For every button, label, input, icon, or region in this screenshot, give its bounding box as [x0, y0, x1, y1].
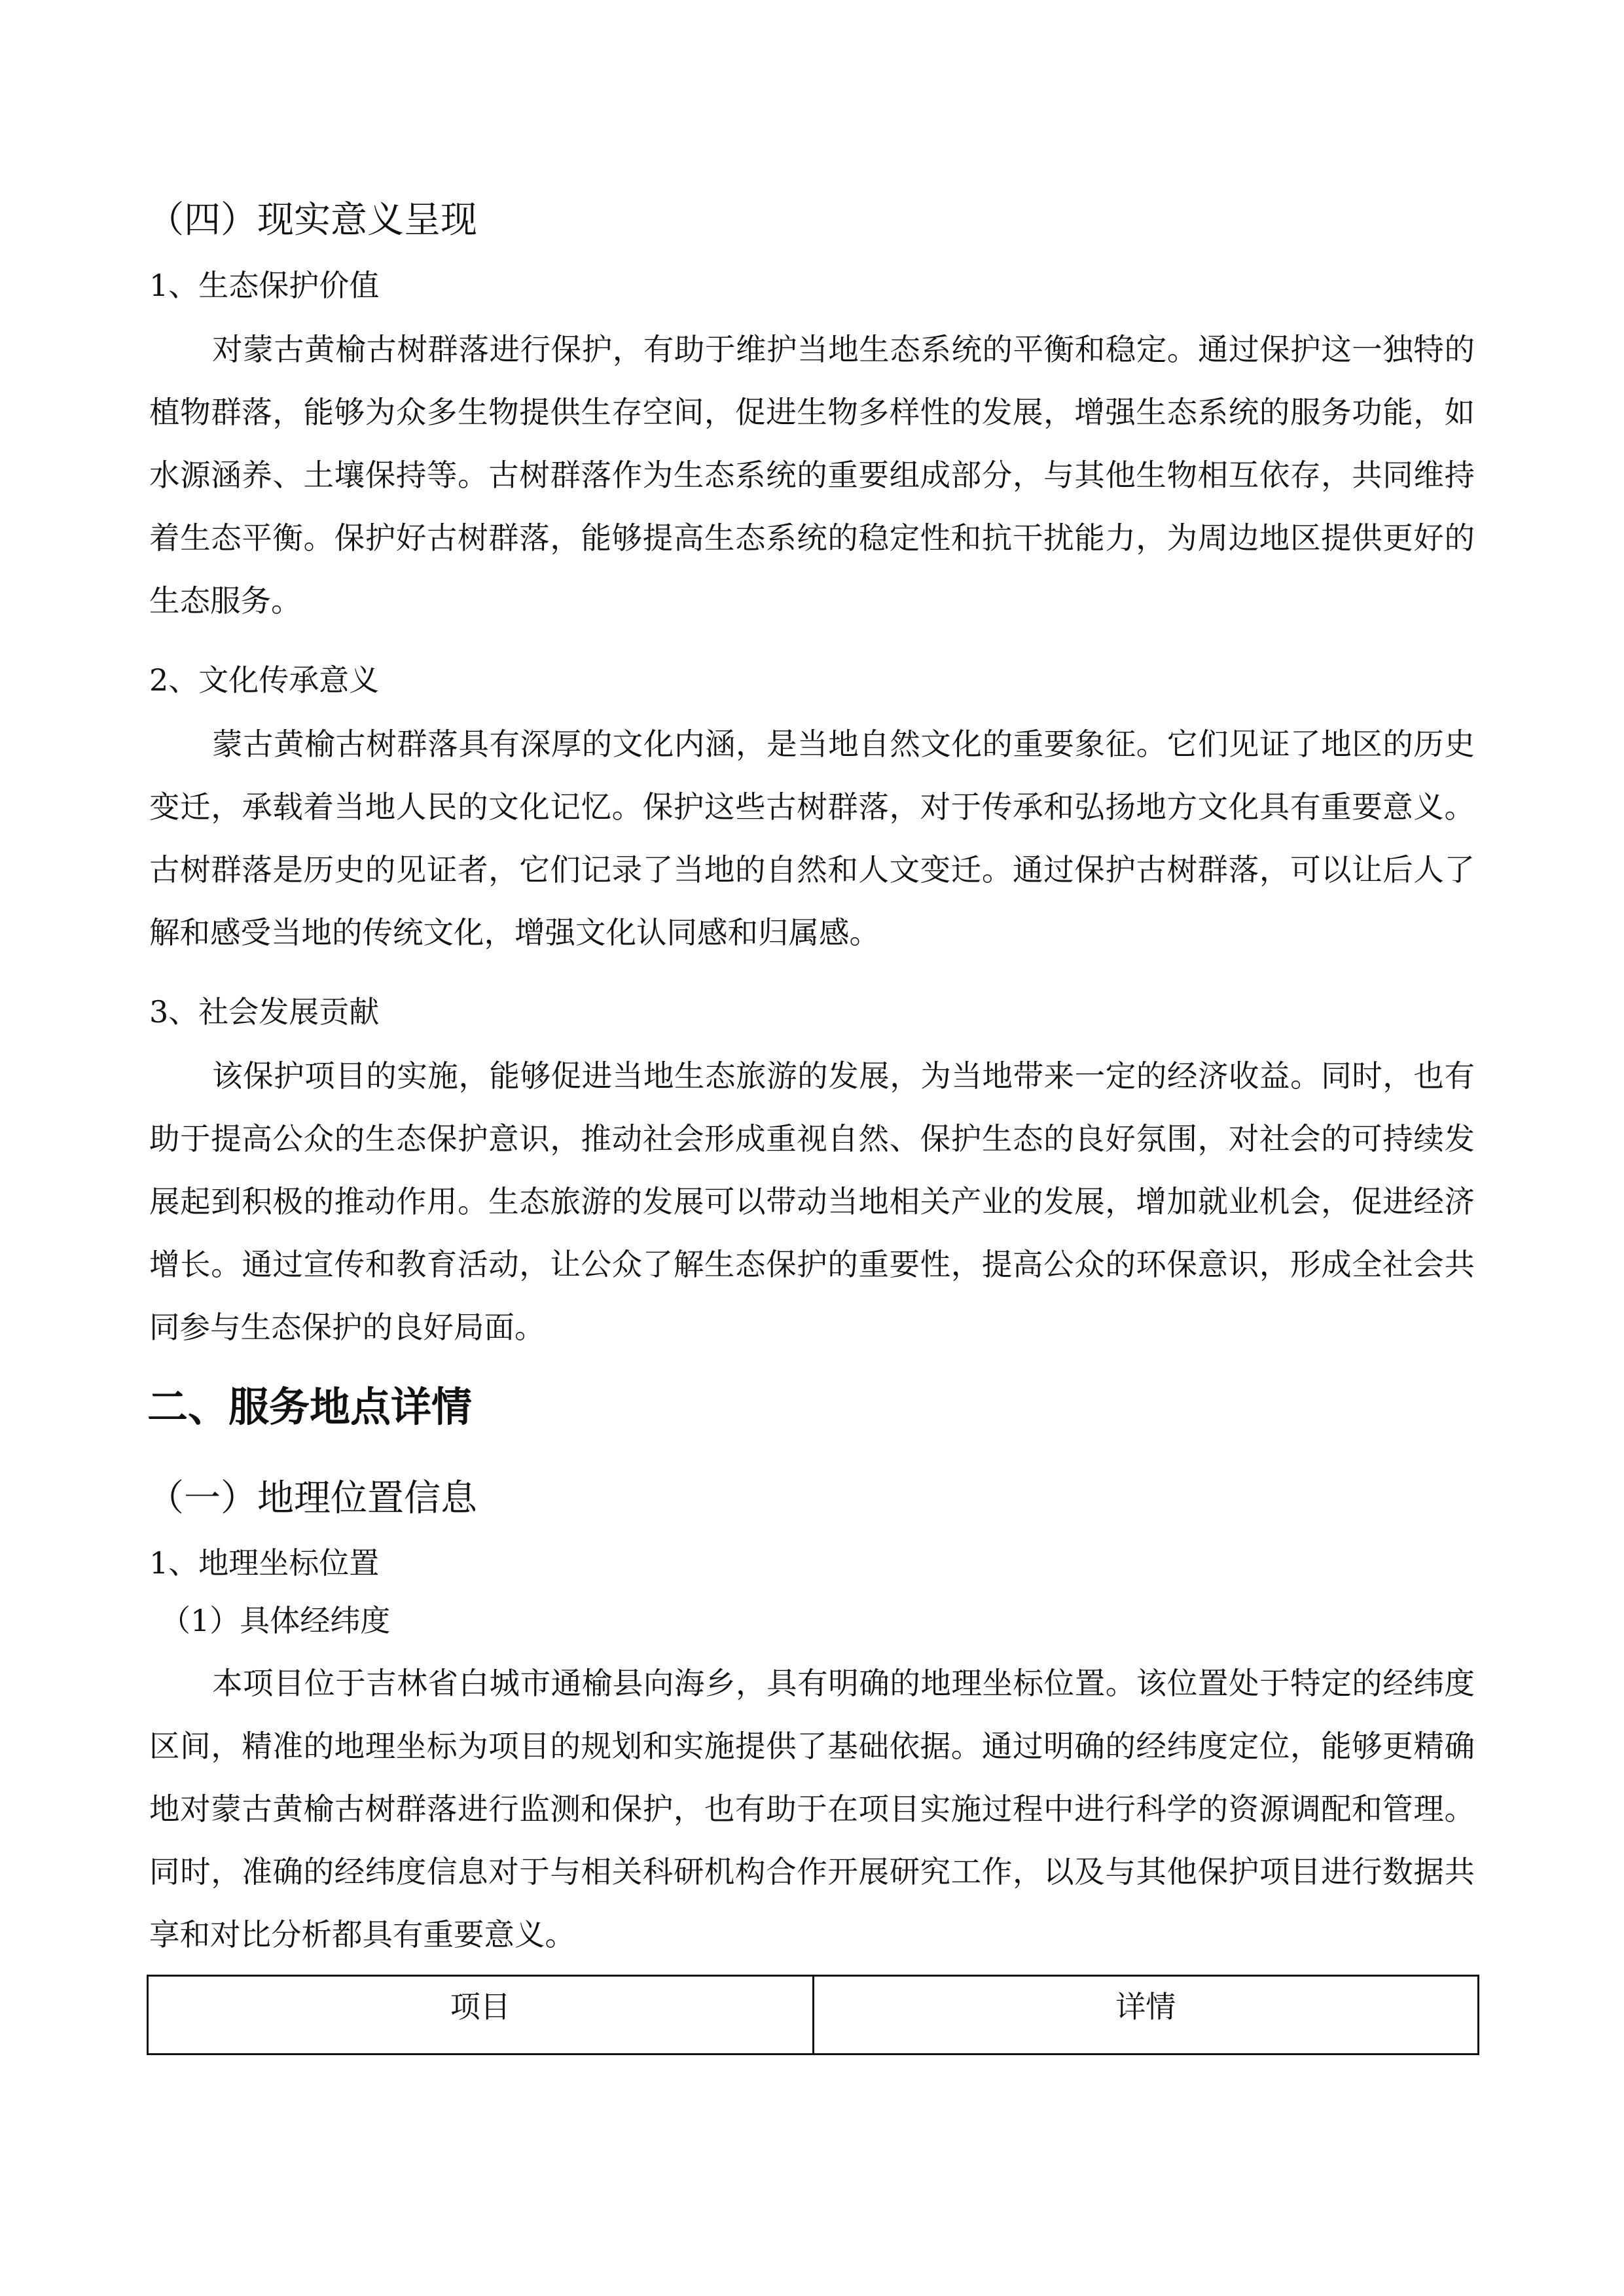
section-heading-geo-location: （一）地理位置信息: [147, 1477, 477, 1520]
table-header-item: 项目: [148, 1976, 814, 2054]
paragraph-ecological-value: 对蒙古黄榆古树群落进行保护，有助于维护当地生态系统的平衡和稳定。通过保护这一独特的植物群落，能够为众多生物提供生存空间，促进生物多样性的发展，增强生态系统的服务功能，如水源涵养、土壤保持等。古树群落作为生态系统的重要组成部分，与其他生物相互依存，共同维持着生态平衡。保护好古树群落，能够提高生态系统的稳定性和抗干扰能力，为周边地区提供更好的生态服务。: [149, 332, 1475, 619]
paragraph-cultural-heritage: 蒙古黄榆古树群落具有深厚的文化内涵，是当地自然文化的重要象征。它们见证了地区的历史变迁，承载着当地人民的文化记忆。保护这些古树群落，对于传承和弘扬地方文化具有重要意义。古树群落是历史的见证者，它们记录了当地的自然和人文变迁。通过保护古树群落，可以让后人了解和感受当地的传统文化，增强文化认同感和归属感。: [149, 726, 1475, 950]
info-table: [147, 1975, 1479, 2055]
subheading-geo-coordinates: 1、地理坐标位置: [149, 1545, 380, 1581]
subheading-cultural-heritage: 2、文化传承意义: [149, 662, 380, 698]
section-heading-reality-significance: （四）现实意义呈现: [147, 199, 477, 242]
table-header-row: [148, 1976, 1479, 2054]
paragraph-lat-long: 本项目位于吉林省白城市通榆县向海乡，具有明确的地理坐标位置。该位置处于特定的经纬度区间，精准的地理坐标为项目的规划和实施提供了基础依据。通过明确的经纬度定位，能够更精确地对蒙古黄榆古树群落进行监测和保护，也有助于在项目实施过程中进行科学的资源调配和管理。同时，准确的经纬度信息对于与相关科研机构合作开展研究工作，以及与其他保护项目进行数据共享和对比分析都具有重要意义。: [149, 1666, 1475, 1952]
table-header-detail: 详情: [813, 1976, 1479, 2054]
subheading-ecological-value: 1、生态保护价值: [149, 268, 380, 303]
chapter-heading-service-location: 二、服务地点详情: [147, 1383, 473, 1431]
subheading-social-contribution: 3、社会发展贡献: [149, 994, 380, 1030]
paragraph-social-contribution: 该保护项目的实施，能够促进当地生态旅游的发展，为当地带来一定的经济收益。同时，也有助于提高公众的生态保护意识，推动社会形成重视自然、保护生态的良好氛围，对社会的可持续发展起到积极的推动作用。生态旅游的发展可以带动当地相关产业的发展，增加就业机会，促进经济增长。通过宣传和教育活动，让公众了解生态保护的重要性，提高公众的环保意识，形成全社会共同参与生态保护的良好局面。: [149, 1058, 1475, 1345]
subheading-lat-long: （1）具体经纬度: [160, 1603, 391, 1638]
